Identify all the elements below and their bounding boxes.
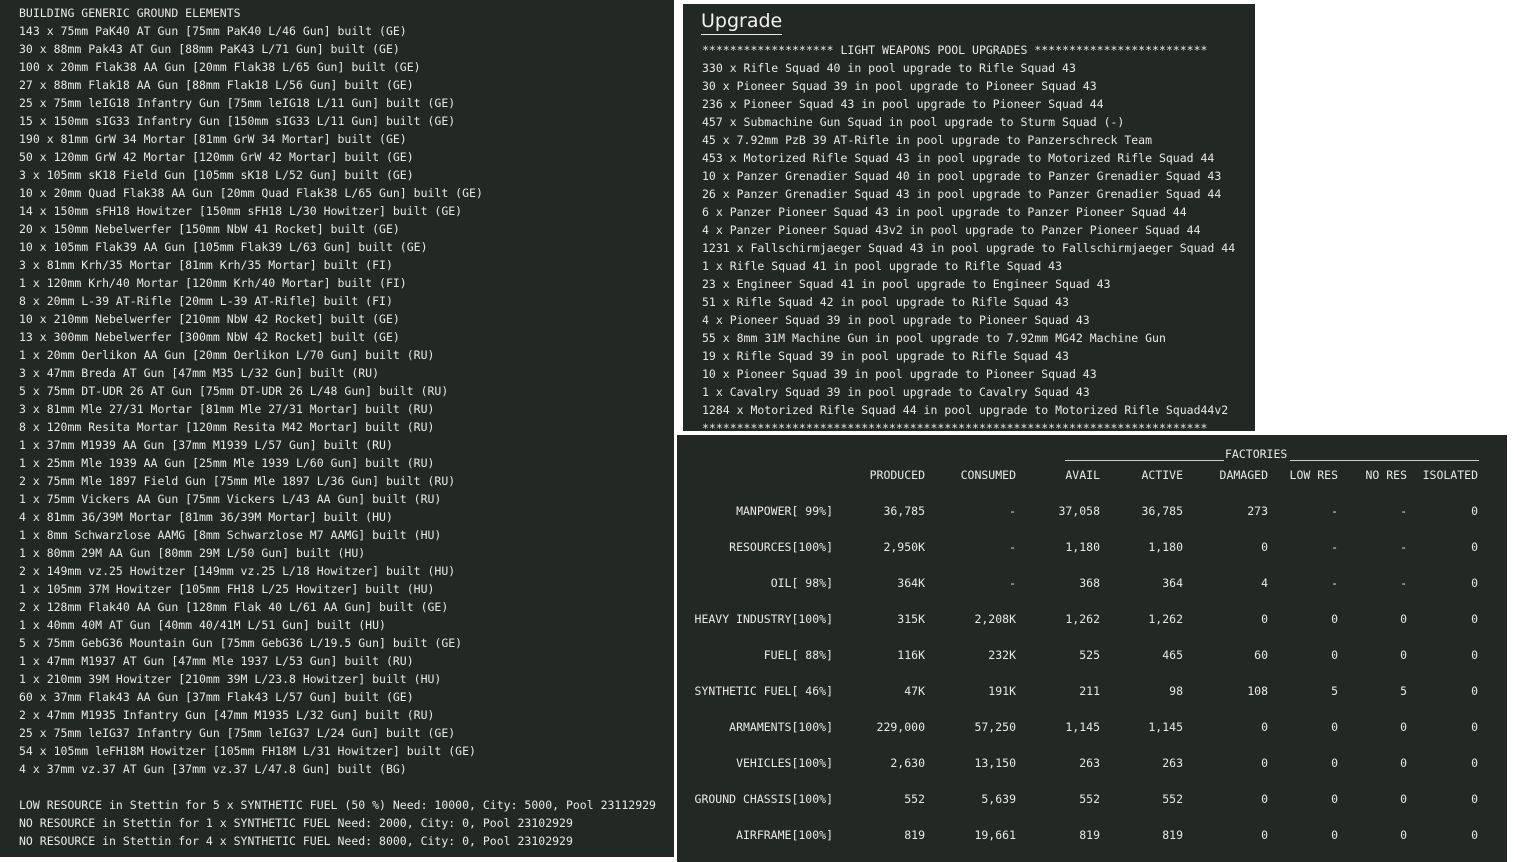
upgrade-line: 4 x Panzer Pioneer Squad 43v2 in pool upgrade to Panzer Pioneer Squad 44 [702,223,1201,237]
column-header: ACTIVE [1141,468,1183,482]
build-log-line: 8 x 20mm L-39 AT-Rifle [20mm L-39 AT-Rifle] built (FI) [19,294,393,308]
build-log-line: 5 x 75mm DT-UDR 26 AT Gun [75mm DT-UDR 26 L/48 Gun] built (RU) [19,384,449,398]
table-cell: 60 [1254,648,1268,662]
build-log-line: 27 x 88mm Flak18 AA Gun [88mm Flak18 L/56 Gun] built (GE) [19,78,414,92]
table-cell: 116K [897,648,925,662]
build-log-line: 3 x 81mm Krh/35 Mortar [81mm Krh/35 Mortar] built (FI) [19,258,393,272]
build-log-panel [0,0,674,857]
table-cell: 0 [1400,792,1407,806]
upgrade-line: 236 x Pioneer Squad 43 in pool upgrade to Pioneer Squad 44 [702,97,1104,111]
upgrade-line: 23 x Engineer Squad 41 in pool upgrade to Engineer Squad 43 [702,277,1111,291]
build-log-line: 1 x 105mm 37M Howitzer [105mm FH18 L/25 Howitzer] built (HU) [19,582,435,596]
table-cell: 1,145 [1148,720,1183,734]
build-log-line: 60 x 37mm Flak43 AA Gun [37mm Flak43 L/57 Gun] built (GE) [19,690,414,704]
table-cell: 47K [904,684,925,698]
row-label: FUEL[ 88%] [763,648,833,662]
row-label: HEAVY INDUSTRY[100%] [694,612,833,626]
build-log-line: 4 x 81mm 36/39M Mortar [81mm 36/39M Mortar] built (HU) [19,510,393,524]
table-cell: 1,180 [1148,540,1183,554]
row-label: VEHICLES[100%] [736,756,833,770]
table-cell: 819 [1162,828,1183,842]
table-cell: 819 [904,828,925,842]
table-cell: - [1400,540,1407,554]
table-cell: 57,250 [974,720,1016,734]
resource-warning-line: LOW RESOURCE in Stettin for 5 x SYNTHETIC FUEL (50 %) Need: 10000, City: 5000, Pool 23112929 [19,798,656,812]
table-cell: 552 [1079,792,1100,806]
build-log-spacer [19,778,656,796]
table-cell: - [1400,504,1407,518]
build-log-line: 3 x 81mm Mle 27/31 Mortar [81mm Mle 27/31 Mortar] built (RU) [19,402,435,416]
row-label: ARMAMENTS[100%] [729,720,833,734]
table-cell: 2,950K [883,540,925,554]
row-label: SYNTHETIC FUEL[ 46%] [694,684,833,698]
upgrade-title: Upgrade [701,9,782,35]
table-cell: 0 [1471,576,1478,590]
row-label: AIRFRAME[100%] [736,828,833,842]
table-cell: 0 [1331,720,1338,734]
table-cell: 552 [1162,792,1183,806]
factories-group-line-left [1065,460,1224,461]
table-cell: - [1331,540,1338,554]
build-log-line: 3 x 47mm Breda AT Gun [47mm M35 L/32 Gun] built (RU) [19,366,380,380]
build-log-line: 15 x 150mm sIG33 Infantry Gun [150mm sIG33 L/11 Gun] built (GE) [19,114,456,128]
build-log-line: 3 x 105mm sK18 Field Gun [105mm sK18 L/52 Gun] built (GE) [19,168,414,182]
build-log-line: 2 x 47mm M1935 Infantry Gun [47mm M1935 L/32 Gun] built (RU) [19,708,435,722]
table-cell: 211 [1079,684,1100,698]
table-cell: 0 [1261,612,1268,626]
table-cell: 1,145 [1065,720,1100,734]
table-cell: 368 [1079,576,1100,590]
upgrade-line: 1231 x Fallschirmjaeger Squad 43 in pool upgrade to Fallschirmjaeger Squad 44 [702,241,1236,255]
table-cell: 19,661 [974,828,1016,842]
table-cell: 0 [1471,612,1478,626]
upgrade-line: 10 x Pioneer Squad 39 in pool upgrade to Pioneer Squad 43 [702,367,1097,381]
upgrade-line: 26 x Panzer Grenadier Squad 43 in pool upgrade to Panzer Grenadier Squad 44 [702,187,1222,201]
build-log-line: 143 x 75mm PaK40 AT Gun [75mm PaK40 L/46 Gun] built (GE) [19,24,407,38]
build-log-line: 10 x 105mm Flak39 AA Gun [105mm Flak39 L/63 Gun] built (GE) [19,240,428,254]
build-log-line: 20 x 150mm Nebelwerfer [150mm NbW 41 Rocket] built (GE) [19,222,400,236]
build-log-line: 1 x 210mm 39M Howitzer [210mm 39M L/23.8 Howitzer] built (HU) [19,672,442,686]
build-log-line: 10 x 20mm Quad Flak38 AA Gun [20mm Quad Flak38 L/65 Gun] built (GE) [19,186,483,200]
upgrade-line: 30 x Pioneer Squad 39 in pool upgrade to Pioneer Squad 43 [702,79,1097,93]
build-log-line: 8 x 120mm Resita Mortar [120mm Resita M42 Mortar] built (RU) [19,420,435,434]
table-cell: 0 [1331,792,1338,806]
row-label: OIL[ 98%] [770,576,833,590]
upgrade-line: 4 x Pioneer Squad 39 in pool upgrade to Pioneer Squad 43 [702,313,1090,327]
build-log-line: 100 x 20mm Flak38 AA Gun [20mm Flak38 L/65 Gun] built (GE) [19,60,421,74]
table-cell: 0 [1471,756,1478,770]
column-header: AVAIL [1065,468,1100,482]
table-cell: 0 [1400,828,1407,842]
column-header: NO RES [1365,468,1407,482]
upgrade-line: 55 x 8mm 31M Machine Gun in pool upgrade to 7.92mm MG42 Machine Gun [702,331,1166,345]
column-header: DAMAGED [1219,468,1268,482]
table-cell: 0 [1471,540,1478,554]
table-cell: 98 [1169,684,1183,698]
table-cell: 263 [1079,756,1100,770]
build-log-line: 1 x 47mm M1937 AT Gun [47mm Mle 1937 L/53 Gun] built (RU) [19,654,414,668]
table-cell: 0 [1471,720,1478,734]
row-label: RESOURCES[100%] [729,540,833,554]
upgrade-line: 1 x Rifle Squad 41 in pool upgrade to Rifle Squad 43 [702,259,1063,273]
table-cell: - [1331,576,1338,590]
table-cell: 0 [1331,612,1338,626]
table-cell: 0 [1261,828,1268,842]
resource-warning-line: NO RESOURCE in Stettin for 4 x SYNTHETIC FUEL Need: 8000, City: 0, Pool 23102929 [19,834,573,848]
build-log-line: 1 x 8mm Schwarzlose AAMG [8mm Schwarzlose M7 AAMG] built (HU) [19,528,442,542]
table-cell: 0 [1261,540,1268,554]
build-log-line: 1 x 20mm Oerlikon AA Gun [20mm Oerlikon L/70 Gun] built (RU) [19,348,435,362]
table-cell: 5 [1331,684,1338,698]
table-cell: 2,208K [974,612,1016,626]
upgrade-line: 45 x 7.92mm PzB 39 AT-Rifle in pool upgrade to Panzerschreck Team [702,133,1153,147]
table-cell: 232K [988,648,1016,662]
table-cell: 0 [1331,828,1338,842]
build-log-line: 25 x 75mm leIG18 Infantry Gun [75mm leIG18 L/11 Gun] built (GE) [19,96,456,110]
build-log-line: 1 x 40mm 40M AT Gun [40mm 40/41M L/51 Gun] built (HU) [19,618,386,632]
table-cell: - [1331,504,1338,518]
upgrade-line: 330 x Rifle Squad 40 in pool upgrade to Rifle Squad 43 [702,61,1076,75]
upgrade-line: 453 x Motorized Rifle Squad 43 in pool upgrade to Motorized Rifle Squad 44 [702,151,1215,165]
table-cell: - [1009,540,1016,554]
table-cell: 0 [1261,720,1268,734]
build-log-line: 25 x 75mm leIG37 Infantry Gun [75mm leIG37 L/24 Gun] built (GE) [19,726,456,740]
table-cell: 364K [897,576,925,590]
table-cell: 0 [1331,756,1338,770]
build-log-line: 2 x 149mm vz.25 Howitzer [149mm vz.25 L/18 Howitzer] built (HU) [19,564,456,578]
build-log-line: 4 x 37mm vz.37 AT Gun [37mm vz.37 L/47.8 Gun] built (BG) [19,762,407,776]
factories-group-label: FACTORIES [1225,447,1288,461]
table-cell: 1,262 [1148,612,1183,626]
build-log-line: 10 x 210mm Nebelwerfer [210mm NbW 42 Rocket] built (GE) [19,312,400,326]
upgrade-line: 1284 x Motorized Rifle Squad 44 in pool upgrade to Motorized Rifle Squad44v2 [702,403,1229,417]
column-header: PRODUCED [869,468,925,482]
build-log-line: 30 x 88mm Pak43 AT Gun [88mm PaK43 L/71 Gun] built (GE) [19,42,400,56]
table-cell: 5 [1400,684,1407,698]
build-log-line: 13 x 300mm Nebelwerfer [300mm NbW 42 Rocket] built (GE) [19,330,400,344]
table-cell: 0 [1400,720,1407,734]
build-log-line: 1 x 25mm Mle 1939 AA Gun [25mm Mle 1939 L/60 Gun] built (RU) [19,456,435,470]
build-log-line: 14 x 150mm sFH18 Howitzer [150mm sFH18 L/30 Howitzer] built (GE) [19,204,463,218]
column-header: LOW RES [1289,468,1338,482]
build-log-line: 190 x 81mm GrW 34 Mortar [81mm GrW 34 Mortar] built (GE) [19,132,407,146]
table-cell: 315K [897,612,925,626]
table-cell: 37,058 [1058,504,1100,518]
table-cell: 191K [988,684,1016,698]
table-cell: 0 [1400,648,1407,662]
build-log-line: 1 x 75mm Vickers AA Gun [75mm Vickers L/43 AA Gun] built (RU) [19,492,442,506]
resource-warning-line: NO RESOURCE in Stettin for 1 x SYNTHETIC FUEL Need: 2000, City: 0, Pool 23102929 [19,816,573,830]
table-cell: 1,180 [1065,540,1100,554]
table-cell: 364 [1162,576,1183,590]
table-cell: 0 [1331,648,1338,662]
table-cell: 0 [1471,828,1478,842]
upgrade-line: 1 x Cavalry Squad 39 in pool upgrade to Cavalry Squad 43 [702,385,1090,399]
table-cell: 108 [1247,684,1268,698]
table-cell: 36,785 [1141,504,1183,518]
upgrade-line: 51 x Rifle Squad 42 in pool upgrade to Rifle Squad 43 [702,295,1069,309]
table-cell: 36,785 [883,504,925,518]
table-cell: 0 [1261,792,1268,806]
upgrade-line: 6 x Panzer Pioneer Squad 43 in pool upgrade to Panzer Pioneer Squad 44 [702,205,1187,219]
table-cell: 0 [1471,648,1478,662]
table-cell: 465 [1162,648,1183,662]
build-log-line: BUILDING GENERIC GROUND ELEMENTS [19,6,241,20]
table-cell: 552 [904,792,925,806]
column-header: CONSUMED [960,468,1016,482]
table-cell: - [1009,576,1016,590]
table-cell: 0 [1261,756,1268,770]
build-log-lines [19,4,656,850]
build-log-line: 1 x 80mm 29M AA Gun [80mm 29M L/50 Gun] built (HU) [19,546,366,560]
table-cell: 4 [1261,576,1268,590]
upgrade-line: ************************************************************************* [702,421,1208,431]
table-cell: 263 [1162,756,1183,770]
table-cell: 0 [1400,612,1407,626]
table-cell: 5,639 [981,792,1016,806]
upgrade-line: 19 x Rifle Squad 39 in pool upgrade to Rifle Squad 43 [702,349,1069,363]
build-log-line: 1 x 120mm Krh/40 Mortar [120mm Krh/40 Mortar] built (FI) [19,276,407,290]
factories-table [677,435,1507,862]
table-cell: 13,150 [974,756,1016,770]
upgrade-line: ******************* LIGHT WEAPONS POOL UPGRADES ************************* [702,43,1208,57]
build-log-line: 2 x 75mm Mle 1897 Field Gun [75mm Mle 1897 L/36 Gun] built (RU) [19,474,456,488]
table-cell: 273 [1247,504,1268,518]
table-cell: - [1400,576,1407,590]
row-label: GROUND CHASSIS[100%] [694,792,833,806]
upgrade-line: 10 x Panzer Grenadier Squad 40 in pool upgrade to Panzer Grenadier Squad 43 [702,169,1222,183]
table-cell: 1,262 [1065,612,1100,626]
build-log-line: 1 x 37mm M1939 AA Gun [37mm M1939 L/57 Gun] built (RU) [19,438,393,452]
table-cell: 0 [1471,504,1478,518]
upgrade-line: 457 x Submachine Gun Squad in pool upgrade to Sturm Squad (-) [702,115,1125,129]
build-log-line: 50 x 120mm GrW 42 Mortar [120mm GrW 42 Mortar] built (GE) [19,150,414,164]
build-log-line: 54 x 105mm leFH18M Howitzer [105mm FH18M L/31 Howitzer] built (GE) [19,744,476,758]
table-cell: 819 [1079,828,1100,842]
table-cell: 525 [1079,648,1100,662]
table-cell: 229,000 [876,720,925,734]
build-log-line: 2 x 128mm Flak40 AA Gun [128mm Flak 40 L/61 AA Gun] built (GE) [19,600,449,614]
row-label: MANPOWER[ 99%] [736,504,833,518]
upgrade-lines [702,41,1235,431]
table-cell: 0 [1471,684,1478,698]
table-cell: 0 [1471,792,1478,806]
factories-group-line-right [1290,460,1479,461]
build-log-line: 5 x 75mm GebG36 Mountain Gun [75mm GebG36 L/19.5 Gun] built (GE) [19,636,463,650]
table-cell: - [1009,504,1016,518]
column-header: ISOLATED [1422,468,1478,482]
upgrade-panel [683,4,1255,431]
table-cell: 2,630 [890,756,925,770]
table-cell: 0 [1400,756,1407,770]
